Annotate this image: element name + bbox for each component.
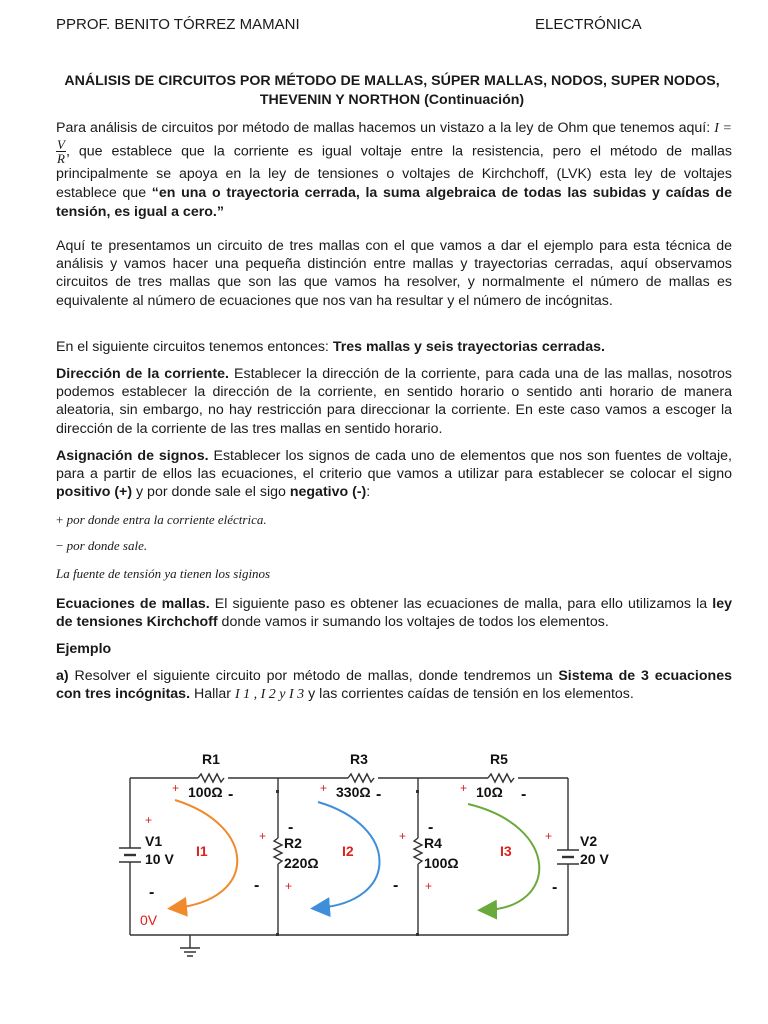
r2-name: R2 bbox=[284, 835, 302, 851]
r1-name: R1 bbox=[202, 751, 220, 767]
document-title: ANÁLISIS DE CIRCUITOS POR MÉTODO DE MALLAS, SÚPER MALLAS, NODOS, SUPER NODOS, THEVENIN Y NORTHON (Continuación) bbox=[64, 73, 720, 108]
sign-minus-line bbox=[56, 538, 147, 554]
plus-text: por donde entra la corriente eléctrica. bbox=[63, 512, 267, 527]
p3-bold: Tres mallas y seis trayectorias cerradas. bbox=[332, 339, 605, 355]
plus-r3: + bbox=[320, 781, 328, 795]
r5-name: R5 bbox=[490, 751, 508, 767]
paragraph-trajectories bbox=[56, 338, 732, 356]
example-system: Sistema de 3 ecuaciones con tres incógnitas. bbox=[56, 668, 732, 703]
r3-value: 330Ω bbox=[336, 784, 371, 800]
v1-value: 10 V bbox=[145, 851, 174, 867]
r4-name: R4 bbox=[424, 835, 442, 851]
v2-name: V2 bbox=[580, 833, 598, 849]
p4-text: Establecer la dirección de la corriente, para cada una de las mallas, nosotros podemos establecer la dirección de la corriente, en sentido horario o sentido anti horario de manera aleatoria, sin embargo, no hay restricción para direccionar la corriente. En este caso vamos a escoger la dirección de la corriente de las tres mallas en sentido horario. bbox=[56, 366, 732, 437]
plus-r1: + bbox=[172, 781, 180, 795]
plus-symbol: + bbox=[56, 512, 64, 527]
header-subject: ELECTRÓNICA bbox=[535, 16, 642, 33]
mesh-label-i1: I1 bbox=[196, 843, 208, 859]
resistor-r5 bbox=[488, 774, 514, 782]
r3-name: R3 bbox=[350, 751, 368, 767]
resistor-r3 bbox=[348, 774, 374, 782]
minus-r1: - bbox=[228, 786, 234, 803]
p1-kirchhoff-law: “en una o trayectoria cerrada, la suma algebraica de todas las subidas y caídas de tensión, es igual a cero.” bbox=[56, 185, 732, 220]
minus-r3: - bbox=[376, 786, 382, 803]
p5-end: : bbox=[366, 484, 371, 501]
resistor-r2 bbox=[274, 838, 282, 864]
minus-r2-top: - bbox=[288, 819, 294, 836]
paragraph-ohm bbox=[56, 119, 732, 222]
plus-v1: + bbox=[145, 813, 153, 827]
r2-value: 220Ω bbox=[284, 855, 319, 871]
ohm-numerator: V bbox=[57, 137, 65, 152]
example-label: a) bbox=[56, 668, 69, 684]
plus-r2-bottom: + bbox=[285, 879, 293, 893]
ohm-formula-lhs: I = bbox=[714, 121, 732, 136]
three-mesh-circuit bbox=[0, 740, 768, 1024]
mesh-label-i2: I2 bbox=[342, 843, 354, 859]
plus-r4-bottom: + bbox=[425, 879, 433, 893]
paragraph-mesh-equations bbox=[56, 595, 732, 631]
p5-mid: y por donde sale el sigo bbox=[132, 484, 290, 501]
minus-r4-top: - bbox=[428, 819, 434, 836]
v2-value: 20 V bbox=[580, 851, 609, 867]
p5-heading: Asignación de signos. bbox=[56, 448, 209, 464]
r5-value: 10Ω bbox=[476, 784, 503, 800]
minus-text: por donde sale. bbox=[63, 538, 148, 553]
minus-symbol: − bbox=[56, 538, 64, 553]
ohm-fraction bbox=[56, 138, 66, 165]
minus-v2: - bbox=[552, 879, 558, 896]
p1-text-b: , que establece que la corriente es igual voltaje entre la resistencia, pero el método de mallas principalmente se apoya en la ley de tensiones o voltajes de Kirchchoff, (LVK) esta ley de voltajes establece que bbox=[56, 143, 732, 201]
paragraph-sign-assignment bbox=[56, 447, 732, 502]
ohm-denominator: R bbox=[57, 151, 65, 166]
example-text2: Hallar bbox=[190, 686, 235, 703]
minus-r2-left: - bbox=[254, 877, 260, 894]
plus-r4-left: + bbox=[399, 829, 407, 843]
p5-text: Establecer los signos de cada uno de elementos que nos son fuentes de voltaje, para a partir de ellos las ecuaciones, el criterio que vamos a utilizar para establecer se colocar el signo bbox=[56, 448, 732, 483]
p1-text-a: Para análisis de circuitos por método de mallas hacemos un vistazo a la ley de Ohm que tenemos aquí: bbox=[56, 120, 715, 136]
paragraph-current-direction bbox=[56, 365, 732, 438]
p3-text: En el siguiente circuitos tenemos entonces: bbox=[56, 339, 333, 355]
header-author: PPROF. BENITO TÓRREZ MAMANI bbox=[56, 16, 300, 33]
minus-v1: - bbox=[149, 884, 155, 901]
p5-negative: negativo (-) bbox=[289, 484, 367, 501]
example-variables: I 1 , I 2 y I 3 bbox=[234, 687, 305, 703]
ground-icon bbox=[180, 935, 200, 956]
p6-text: El siguiente paso es obtener las ecuaciones de malla, para ello utilizamos la bbox=[209, 596, 713, 612]
sign-plus-line bbox=[56, 512, 267, 528]
plus-r5: + bbox=[460, 781, 468, 795]
source-sign-note: La fuente de tensión ya tienen los siginos bbox=[56, 566, 271, 581]
example-text: Resolver el siguiente circuito por método de mallas, donde tendremos un bbox=[68, 668, 559, 684]
resistor-r1 bbox=[198, 774, 224, 782]
mesh-label-i3: I3 bbox=[500, 843, 512, 859]
paragraph-three-meshes: Aquí te presentamos un circuito de tres mallas con el que vamos a dar el ejemplo para esta técnica de análisis y vamos hacer una pequeña distinción entre mallas y trayectorias cerradas, aquí observamos circuitos de tres mallas que son las que vamos ha resolver, y normalmente el número de mallas es equivalente al número de ecuaciones que nos van ha resultar y el número de incógnitas. bbox=[56, 238, 732, 309]
plus-v2: + bbox=[545, 829, 553, 843]
p4-heading: Dirección de la corriente. bbox=[56, 366, 229, 382]
p5-positive: positivo (+) bbox=[56, 484, 133, 501]
v1-name: V1 bbox=[145, 833, 163, 849]
ground-voltage-label: 0V bbox=[140, 912, 158, 928]
minus-r4-left: - bbox=[393, 877, 399, 894]
r1-value: 100Ω bbox=[188, 784, 223, 800]
r4-value: 100Ω bbox=[424, 855, 459, 871]
p6-end: donde vamos ir sumando los voltajes de todos los elementos. bbox=[217, 614, 609, 631]
example-text3: y las corrientes caídas de tensión en los elementos. bbox=[304, 686, 634, 703]
example-statement bbox=[56, 667, 732, 704]
p6-kvl: ley de tensiones Kirchchoff bbox=[56, 596, 732, 631]
minus-r5: - bbox=[521, 786, 527, 803]
example-heading: Ejemplo bbox=[56, 641, 112, 657]
plus-r2-left: + bbox=[259, 829, 267, 843]
resistor-r4 bbox=[414, 838, 422, 864]
p6-heading: Ecuaciones de mallas. bbox=[56, 596, 210, 612]
